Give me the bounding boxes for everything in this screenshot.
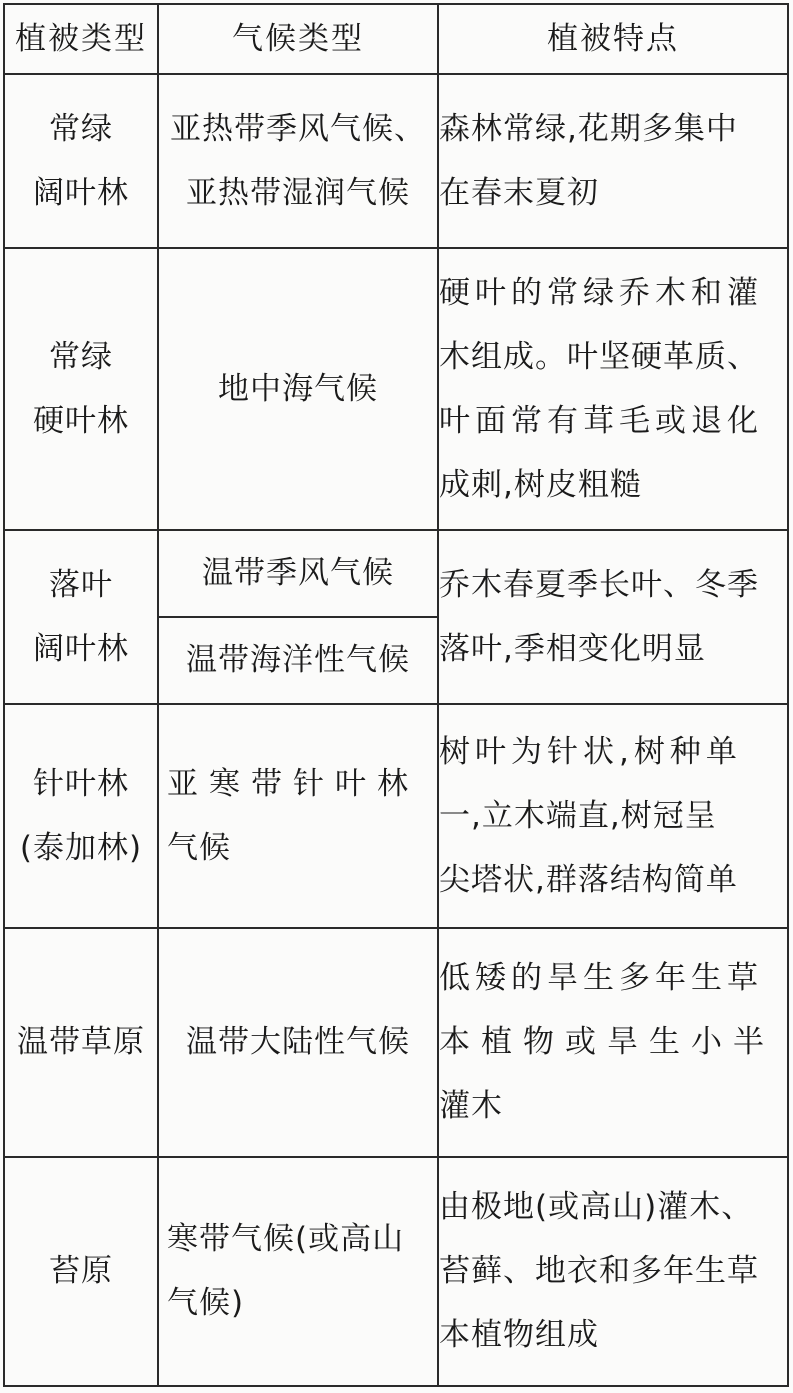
feature-line: 森林常绿,花期多集中 [439,111,738,148]
header-vegetation-type: 植被类型 [4,4,158,74]
vegetation-type-cell [4,74,158,248]
feature-line: 在春末夏初 [439,175,599,212]
table-row [4,1157,788,1386]
features-cell [438,248,788,529]
vegetation-type-cell [4,928,158,1156]
feature-line: 尖塔状,群落结构简单 [439,862,738,899]
vegetation-type-cell [4,1157,158,1386]
climate-type-line: 亚寒带针叶林 [167,766,419,803]
climate-type-line: 气候) [167,1285,245,1322]
climate-type-line: 地中海气候 [218,370,378,407]
feature-line: 苔藓、地衣和多年生草 [439,1253,759,1290]
vegetation-type-line: 阔叶林 [33,630,129,667]
climate-type-line: 亚热带湿润气候 [186,175,410,212]
climate-type-cell [158,617,438,704]
feature-line: 本植物组成 [439,1317,599,1354]
feature-line: 灌木 [439,1088,503,1125]
feature-line: 硬叶的常绿乔木和灌 [439,274,763,311]
table-row [4,704,788,928]
climate-type-line: 温带海洋性气候 [186,642,410,679]
features-cell [438,74,788,248]
climate-type-cell [158,248,438,529]
climate-type-line: 温带季风气候 [202,555,394,592]
vegetation-type-line: 落叶 [49,566,113,603]
climate-type-cell [158,530,438,617]
header-climate-type: 气候类型 [158,4,438,74]
feature-line: 落叶,季相变化明显 [439,630,706,667]
feature-line: 由极地(或高山)灌木、 [439,1189,754,1226]
table-row [4,248,788,529]
vegetation-type-line: 温带草原 [17,1024,145,1061]
climate-type-cell [158,704,438,928]
vegetation-type-line: 阔叶林 [33,175,129,212]
features-cell [438,1157,788,1386]
feature-line: 木组成。叶坚硬革质、 [439,338,759,375]
table-row [4,74,788,248]
features-cell [438,928,788,1156]
vegetation-climate-table [3,3,789,1387]
climate-type-line: 亚热带季风气候、 [170,111,426,148]
feature-line: 一,立木端直,树冠呈 [439,798,717,835]
feature-line: 乔木春夏季长叶、冬季 [439,566,759,603]
climate-type-cell [158,74,438,248]
feature-line: 树叶为针状,树种单 [439,734,742,771]
climate-type-cell [158,928,438,1156]
feature-line: 低矮的旱生多年生草 [439,960,763,997]
climate-type-line: 气候 [167,830,231,867]
vegetation-type-line: 常绿 [49,111,113,148]
vegetation-type-cell [4,530,158,704]
vegetation-type-line: 苔原 [49,1253,113,1290]
vegetation-type-line: 硬叶林 [33,402,129,439]
vegetation-type-line: 常绿 [49,338,113,375]
vegetation-type-line: (泰加林) [19,830,143,867]
features-cell [438,704,788,928]
feature-line: 成刺,树皮粗糙 [439,466,642,503]
table-row [4,530,788,617]
vegetation-type-cell [4,704,158,928]
feature-line: 叶面常有茸毛或退化 [439,402,763,439]
climate-type-line: 寒带气候(或高山 [167,1221,405,1258]
header-features: 植被特点 [438,4,788,74]
feature-line: 本植物或旱生小半 [439,1024,775,1061]
vegetation-type-line: 针叶林 [33,766,129,803]
table-header-row [4,4,788,74]
features-cell [438,530,788,704]
climate-type-cell [158,1157,438,1386]
vegetation-type-cell [4,248,158,529]
climate-type-line: 温带大陆性气候 [186,1024,410,1061]
table-row [4,928,788,1156]
